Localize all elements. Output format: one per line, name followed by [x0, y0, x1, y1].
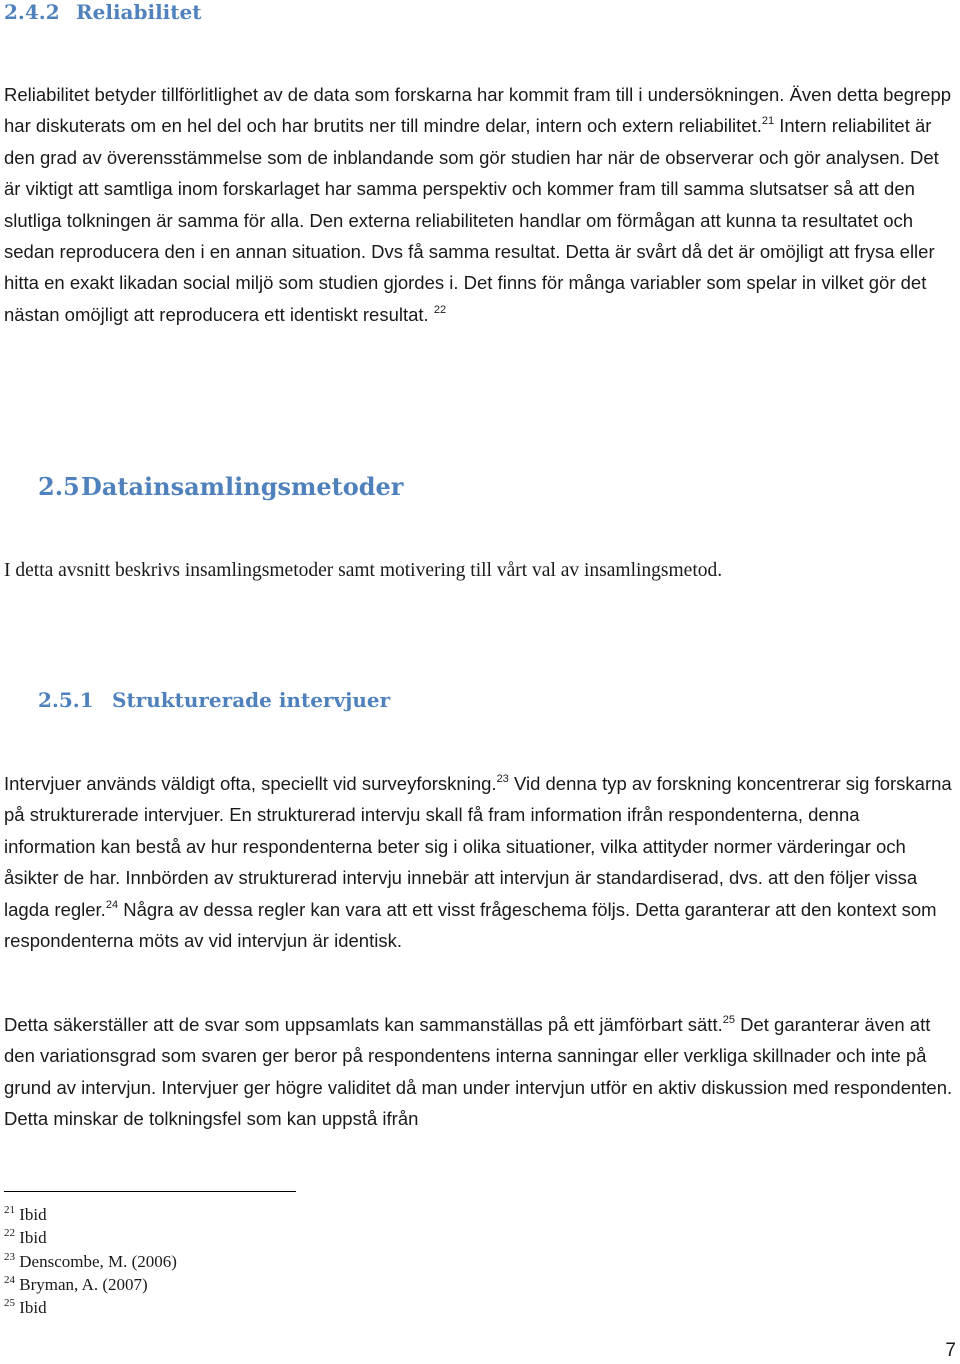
paragraph-text: Det garanterar även att den variationsgrad som svaren ger beror på respondentens interna sanningar eller verkliga skillnader och inte på grund av intervjun. Intervjuer ger högre validitet då man under intervjun utför en aktiv diskussion med respondenten. Detta minskar de tolkningsfel som kan uppstå ifrån [4, 1014, 953, 1130]
footnote-item [4, 1296, 177, 1319]
section-title: Reliabilitet [76, 0, 202, 24]
footnote-ref-22[interactable]: 22 [433, 303, 447, 316]
footnote-text: Ibid [19, 1298, 47, 1318]
footnote-number: 24 [4, 1273, 15, 1286]
footnote-text: Ibid [19, 1228, 47, 1248]
footnote-ref-24[interactable]: 24 [105, 898, 119, 911]
paragraph-text: Vid denna typ av forskning koncentrerar sig forskarna på strukturerade intervjuer. En strukturerad intervju skall få fram information ifrån respondenterna, denna information kan bestå av hur respondenterna beter sig i olika situationer, vilka attityder normer värderingar och åsikter de har. Innbörden av strukturerad intervju innebär att intervjun är standardiserad, dvs. att den följer vissa lagda regler. [4, 773, 952, 920]
page-number: 7 [945, 1340, 956, 1361]
footnote-ref-21[interactable]: 21 [761, 115, 775, 128]
paragraph-intervjuer-1 [4, 768, 954, 956]
footnote-separator [4, 1191, 296, 1192]
footnote-item [4, 1273, 177, 1296]
footnote-text: Denscombe, M. (2006) [19, 1251, 177, 1271]
section-intro: I detta avsnitt beskrivs insamlingsmetoder samt motivering till vårt val av insamlingsmetod. [4, 560, 723, 581]
paragraph-text: Intern reliabilitet är den grad av överensstämmelse som de inblandande som gör studien har när de observerar och gör analysen. Det är viktigt att samtliga inom forskarlaget har samma perspektiv och kommer fram till samma slutsatser så att den slutliga tolkningen är samma för alla. Den externa reliabiliteten handlar om förmågan att kunna ta resultatet och sedan reproducera den i en annan situation. Dvs få samma resultat. Detta är svårt då det är omöjligt att frysa eller hitta en exakt likadan social miljö som studien gjordes i. Det finns för många variabler som spelar in vilket gör det nästan omöjligt att reproducera ett identiskt resultat. [4, 115, 939, 325]
section-heading-2-4-2 [4, 0, 201, 24]
paragraph-text: Intervjuer används väldigt ofta, speciellt vid surveyforskning. [4, 773, 497, 794]
footnote-number: 23 [4, 1250, 15, 1263]
footnotes [4, 1203, 177, 1319]
paragraph-text: Reliabilitet betyder tillförlitlighet av de data som forskarna har kommit fram till i undersökningen. Även detta begrepp har diskuterats om en hel del och har brutits ner till mindre delar, intern och extern reliabilitet. [4, 84, 952, 137]
section-number: 2.4.2 [4, 0, 60, 24]
footnote-ref-25[interactable]: 25 [722, 1014, 735, 1026]
footnote-number: 25 [4, 1297, 15, 1310]
section-heading-2-5-1 [38, 688, 390, 712]
paragraph-text: Detta säkerställer att de svar som uppsamlats kan sammanställas på ett jämförbart sätt. [4, 1014, 723, 1035]
paragraph-intervjuer-2 [4, 1009, 954, 1135]
footnote-number: 21 [4, 1204, 15, 1216]
footnote-number: 22 [4, 1227, 15, 1240]
footnote-item [4, 1203, 177, 1226]
section-number: 2.5.1 [38, 688, 94, 712]
section-number: 2.5 [38, 472, 80, 501]
paragraph-text: Några av dessa regler kan vara att ett visst frågeschema följs. Detta garanterar att den kontext som respondenterna möts av vid intervjun är identisk. [4, 898, 937, 952]
footnote-text: Bryman, A. (2007) [19, 1274, 148, 1294]
footnote-text: Ibid [19, 1205, 47, 1224]
section-heading-2-5 [38, 472, 403, 501]
paragraph-reliabilitet [4, 79, 954, 330]
section-title: Datainsamlingsmetoder [81, 472, 404, 501]
footnote-item [4, 1250, 177, 1273]
section-title: Strukturerade intervjuer [112, 688, 391, 712]
footnote-ref-23[interactable]: 23 [496, 773, 509, 785]
footnote-item [4, 1226, 177, 1249]
